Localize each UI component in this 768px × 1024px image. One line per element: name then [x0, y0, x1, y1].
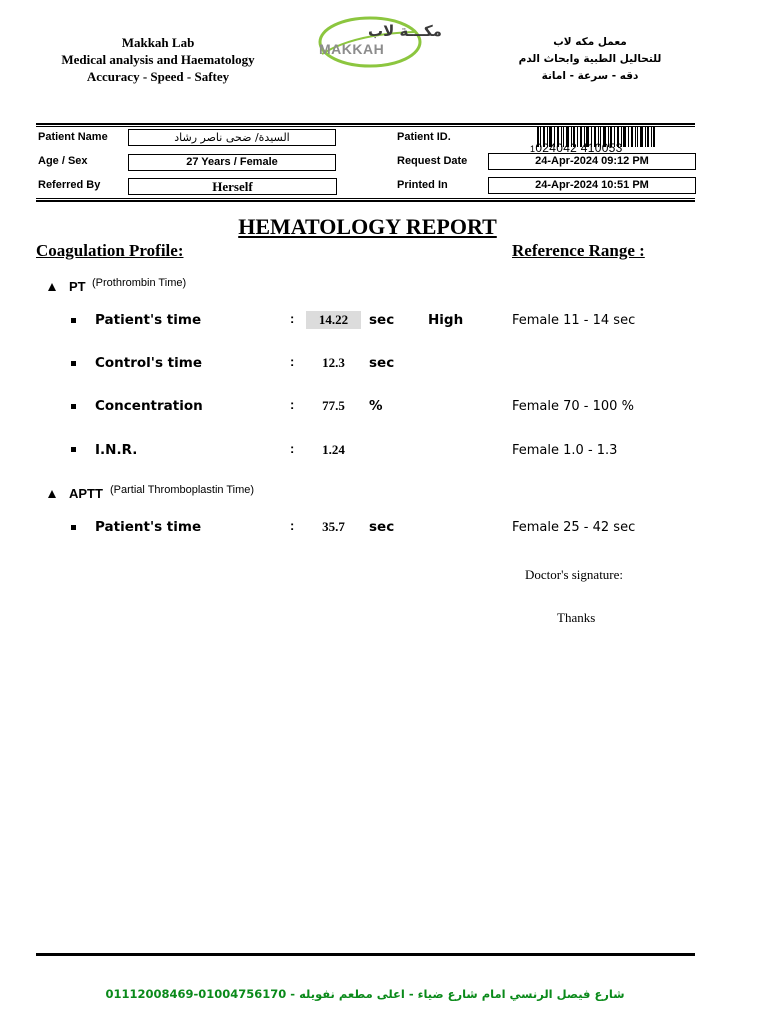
age-sex-value: 27 Years / Female [128, 154, 336, 171]
patient-id-label: Patient ID. [397, 131, 451, 143]
square-bullet-icon [71, 361, 76, 366]
lab-name-ar: معمل مكه لاب [553, 36, 627, 48]
info-bottom-rule [36, 200, 695, 202]
report-title: HEMATOLOGY REPORT [238, 214, 497, 239]
param-unit: % [369, 398, 383, 414]
param-colon: : [290, 354, 295, 369]
doctor-signature-label: Doctor's signature: [525, 567, 624, 582]
param-value: 35.7 [322, 519, 345, 534]
param-label: Patient's time [95, 312, 202, 328]
triangle-bullet-icon [48, 283, 56, 291]
footer-rule [36, 953, 695, 956]
lab-header-ar [500, 34, 680, 85]
lab-motto-en: Accuracy - Speed - Saftey [86, 69, 230, 84]
test-desc-pt: (Prothrombin Time) [92, 277, 187, 289]
square-bullet-icon [71, 404, 76, 409]
param-range: Female 70 - 100 % [512, 399, 634, 414]
param-unit: sec [369, 355, 395, 371]
lab-subtitle-ar: للتحاليل الطبية وابحاث الدم [518, 53, 662, 65]
param-value: 14.22 [306, 311, 361, 329]
param-label: Patient's time [95, 519, 202, 535]
test-code-pt: PT [69, 279, 86, 294]
reference-range-header: Reference Range : [512, 241, 645, 260]
logo-text-en: MAKKAH [319, 41, 385, 57]
param-colon: : [290, 518, 295, 533]
lab-name-en: Makkah Lab [121, 35, 195, 50]
param-value: 12.3 [322, 355, 345, 370]
printed-in-value: 24-Apr-2024 10:51 PM [488, 177, 696, 194]
barcode-digits: 024042 410053 [535, 141, 623, 155]
referred-by-value: Herself [128, 178, 337, 195]
section-coagulation: Coagulation Profile: [36, 241, 184, 260]
barcode-prefix: 1 [530, 144, 536, 154]
patient-name-label: Patient Name [38, 131, 108, 143]
square-bullet-icon [71, 525, 76, 530]
lab-motto-ar: دقه - سرعة - امانة [541, 70, 639, 82]
footer-address: شارع فيصل الرنسي امام شارع ضياء - اعلى مطعم نفويله - 01004756170-01112008469 [105, 987, 625, 1001]
test-code-aptt: APTT [69, 486, 103, 501]
param-colon: : [290, 441, 295, 456]
test-desc-aptt: (Partial Thromboplastin Time) [110, 484, 255, 496]
param-unit: sec [369, 312, 395, 328]
param-label: I.N.R. [95, 442, 138, 458]
lab-subtitle-en: Medical analysis and Haematology [61, 52, 255, 67]
square-bullet-icon [71, 447, 76, 452]
triangle-bullet-icon [48, 490, 56, 498]
request-date-value: 24-Apr-2024 09:12 PM [488, 153, 696, 170]
info-bottom-rule-thin [36, 198, 695, 199]
param-colon: : [290, 397, 295, 412]
param-colon: : [290, 311, 295, 326]
referred-by-label: Referred By [38, 179, 101, 191]
info-top-rule [36, 123, 695, 125]
patient-name-value: السيدة/ ضحى ناصر رشاد [128, 129, 336, 146]
param-value: 77.5 [322, 398, 345, 413]
square-bullet-icon [71, 318, 76, 323]
age-sex-label: Age / Sex [38, 155, 88, 167]
lab-header-en [40, 34, 276, 85]
param-value: 1.24 [322, 442, 345, 457]
param-range: Female 1.0 - 1.3 [512, 443, 618, 458]
param-label: Concentration [95, 398, 203, 414]
thanks-text: Thanks [557, 610, 596, 625]
param-flag: High [428, 312, 464, 328]
request-date-label: Request Date [397, 155, 468, 167]
logo-text-ar: مكـــة لاب [368, 22, 442, 40]
param-range: Female 25 - 42 sec [512, 520, 636, 535]
printed-in-label: Printed In [397, 179, 448, 191]
param-label: Control's time [95, 355, 202, 371]
param-unit: sec [369, 519, 395, 535]
param-range: Female 11 - 14 sec [512, 313, 636, 328]
